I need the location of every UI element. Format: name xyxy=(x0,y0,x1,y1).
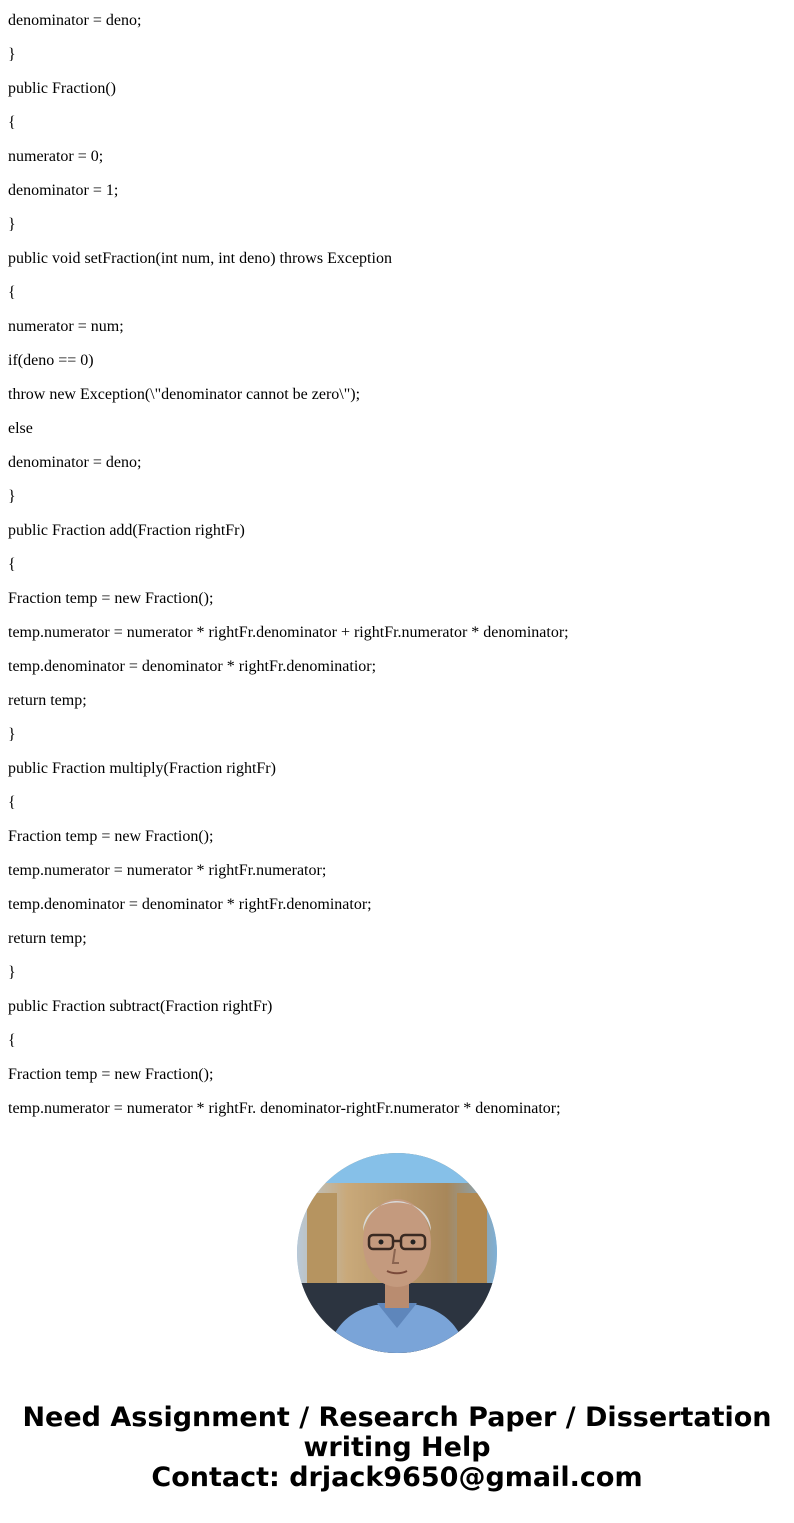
code-line: Fraction temp = new Fraction(); xyxy=(8,590,214,607)
code-line: } xyxy=(8,46,16,63)
code-line: Fraction temp = new Fraction(); xyxy=(8,828,214,845)
code-line: denominator = deno; xyxy=(8,12,142,29)
avatar-portrait xyxy=(297,1153,497,1353)
code-line: denominator = 1; xyxy=(8,182,119,199)
banner-subheadline: writing Help xyxy=(303,1432,491,1463)
code-line: numerator = 0; xyxy=(8,148,104,165)
code-line: else xyxy=(8,420,33,437)
code-line: return temp; xyxy=(8,692,87,709)
code-line: { xyxy=(8,556,16,573)
banner-headline: Need Assignment / Research Paper / Dissertation xyxy=(22,1402,772,1433)
author-avatar xyxy=(297,1153,497,1353)
code-line: temp.denominator = denominator * rightFr.denominator; xyxy=(8,896,372,913)
code-line: temp.numerator = numerator * rightFr.numerator; xyxy=(8,862,327,879)
code-line: public Fraction add(Fraction rightFr) xyxy=(8,522,245,539)
code-line: temp.denominator = denominator * rightFr.denominatior; xyxy=(8,658,377,675)
code-line: public void setFraction(int num, int deno) throws Exception xyxy=(8,250,392,267)
code-line: { xyxy=(8,114,16,131)
contact-banner xyxy=(0,1403,794,1493)
code-line: Fraction temp = new Fraction(); xyxy=(8,1066,214,1083)
code-line: } xyxy=(8,726,16,743)
code-listing xyxy=(8,0,788,1122)
code-line: temp.numerator = numerator * rightFr. denominator-rightFr.numerator * denominator; xyxy=(8,1100,561,1117)
code-line: } xyxy=(8,488,16,505)
code-line: numerator = num; xyxy=(8,318,124,335)
code-line: temp.numerator = numerator * rightFr.denominator + rightFr.numerator * denominator; xyxy=(8,624,569,641)
code-line: public Fraction subtract(Fraction rightFr) xyxy=(8,998,273,1015)
code-line: denominator = deno; xyxy=(8,454,142,471)
code-line: public Fraction multiply(Fraction rightFr) xyxy=(8,760,276,777)
code-line: if(deno == 0) xyxy=(8,352,94,369)
code-line: return temp; xyxy=(8,930,87,947)
code-line: { xyxy=(8,284,16,301)
code-line: { xyxy=(8,1032,16,1049)
code-line: { xyxy=(8,794,16,811)
code-line: public Fraction() xyxy=(8,80,116,97)
code-line: throw new Exception(\"denominator cannot be zero\"); xyxy=(8,386,361,403)
code-line: } xyxy=(8,216,16,233)
banner-contact: Contact: drjack9650@gmail.com xyxy=(151,1462,643,1493)
code-line: } xyxy=(8,964,16,981)
